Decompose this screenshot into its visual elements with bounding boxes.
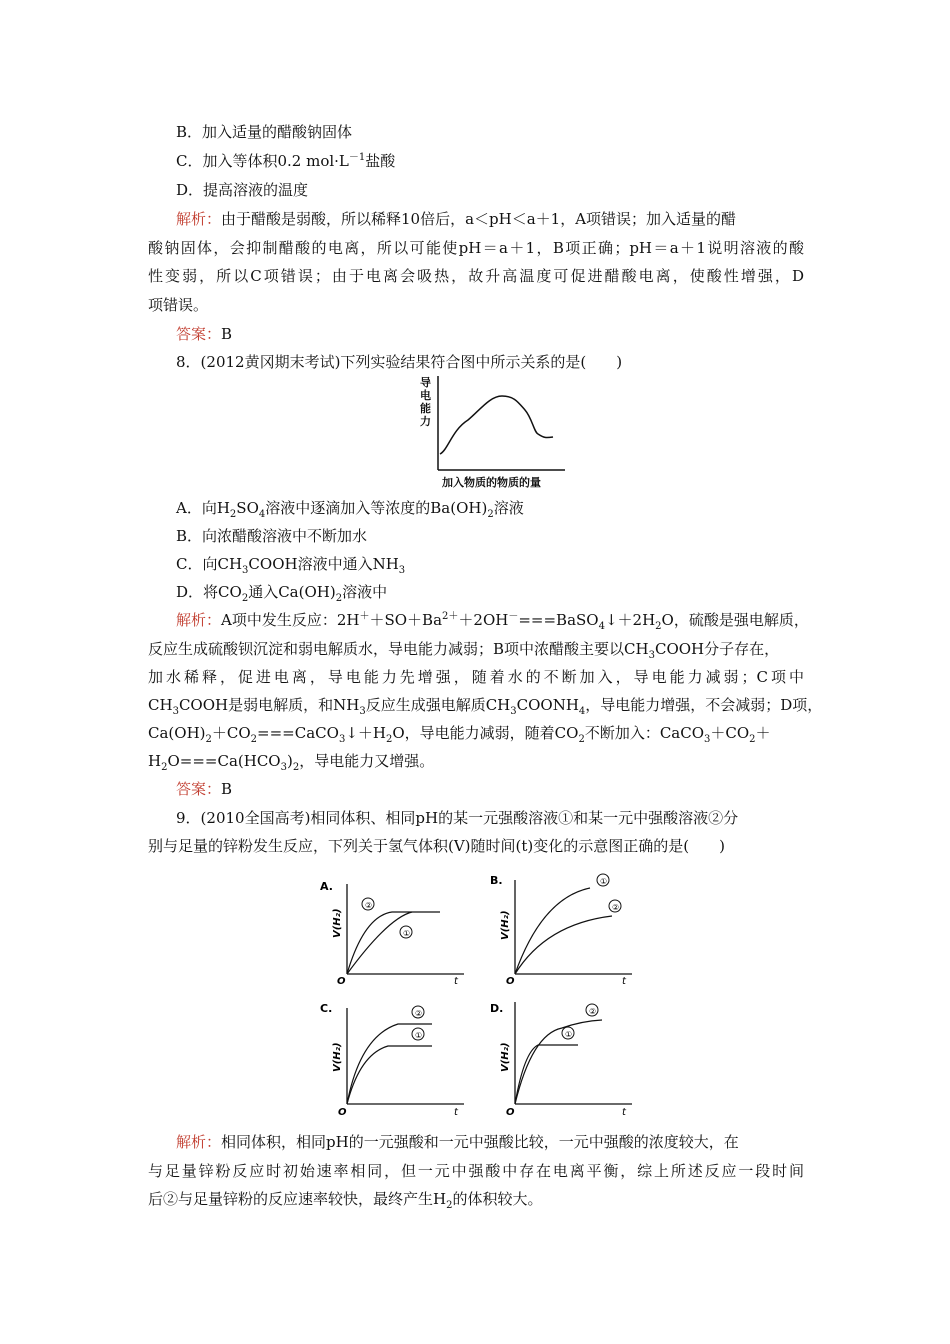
graph-ylabel-3: 能: [420, 402, 431, 415]
q9-analysis-line-1: 解析：相同体积，相同pH的一元强酸和一元中强酸比较，一元中强酸的浓度较大，在: [176, 1133, 739, 1151]
answer-label: 答案：: [176, 325, 222, 343]
q8-analysis-line-3: 加水稀释，促进电离，导电能力先增强，随着水的不断加入，导电能力减弱；C项中: [148, 668, 804, 686]
q7-answer: 答案：B: [176, 325, 233, 343]
panel-c-origin: O: [338, 1107, 347, 1118]
panel-b-xlabel: t: [622, 976, 626, 986]
q8-analysis-line-2: 反应生成硫酸钡沉淀和弱电解质水，导电能力减弱；B项中浓醋酸主要以$CH_3COOH$分子存在，: [148, 640, 780, 661]
conductivity-graph: [410, 372, 575, 492]
graph-curve: [440, 396, 553, 454]
q9-stem-line-2: 别与足量的锌粉发生反应，下列关于氢气体积(V)随时间(t)变化的示意图正确的是( ): [148, 837, 725, 855]
panel-a-label: A.: [320, 880, 333, 893]
q9-analysis-line-3: 后②与足量锌粉的反应速率较快，最终产生$H_2$的体积较大。: [148, 1190, 543, 1211]
panel-d-label: D.: [490, 1002, 504, 1015]
answer-label: 答案：: [176, 780, 222, 798]
q8-answer: 答案：B: [176, 780, 233, 798]
panel-c-marker-2-text: ②: [415, 1009, 423, 1018]
panel-b-ylabel: V(H₂): [500, 910, 511, 940]
panel-b-marker-1-text: ①: [600, 877, 608, 886]
q7-option-d: D．提高溶液的温度: [176, 181, 309, 199]
panel-c: [318, 996, 468, 1118]
q9-stem-line-1: 9．(2010全国高考)相同体积、相同pH的某一元强酸溶液①和某一元中强酸溶液②分: [176, 809, 739, 827]
panel-a-ylabel: V(H₂): [332, 908, 343, 938]
panel-a-xlabel: t: [454, 976, 458, 986]
panel-a-origin: O: [337, 976, 346, 986]
panel-a-marker-2-text: ②: [365, 901, 373, 910]
q7-analysis-line-2: 酸钠固体，会抑制醋酸的电离，所以可能使pH＝a＋1，B项正确；pH＝a＋1说明溶液的酸: [148, 239, 804, 257]
panel-a: [318, 874, 468, 986]
graph-ylabel-1: 导: [420, 376, 431, 389]
q8-option-b: B．向浓醋酸溶液中不断加水: [176, 527, 368, 545]
panel-d-xlabel: t: [622, 1107, 626, 1118]
q8-option-c: C．向$CH_3COOH$溶液中通入$NH_3$: [176, 555, 406, 576]
panel-c-curve-1: [347, 1046, 432, 1104]
panel-a-curve-1: [347, 912, 412, 974]
panel-a-marker-1-text: ①: [403, 929, 411, 938]
analysis-label: 解析：: [176, 1133, 222, 1151]
q8-option-d: D．将$CO_2$通入$Ca(OH)_2$溶液中: [176, 583, 388, 604]
q8-stem: 8．(2012黄冈期末考试)下列实验结果符合图中所示关系的是( ): [176, 353, 623, 371]
panel-b-marker-2-text: ②: [612, 903, 620, 912]
analysis-label: 解析：: [176, 210, 222, 228]
q8-analysis-line-5: $Ca(OH)_2+CO_2===CaCO_3↓+H_2O$，导电能力减弱，随着$CO_2$不断加入：$CaCO_3+CO_2+$: [148, 724, 771, 745]
q7-analysis-line-4: 项错误。: [148, 296, 209, 314]
panel-b-curve-1: [515, 888, 590, 974]
q7-option-b: B．加入适量的醋酸钠固体: [176, 123, 353, 141]
graph-ylabel-4: 力: [420, 415, 431, 428]
panel-d-curve-1: [515, 1045, 578, 1104]
q7-analysis-line-1: 解析：由于醋酸是弱酸，所以稀释10倍后，a＜pH＜a＋1，A项错误；加入适量的醋: [176, 210, 737, 228]
panel-c-marker-1-text: ①: [415, 1031, 423, 1040]
graph-xlabel: 加入物质的物质的量: [442, 476, 541, 489]
panel-d-marker-1-text: ①: [565, 1030, 573, 1039]
panel-b-label: B.: [490, 874, 503, 887]
panel-b-origin: O: [506, 976, 515, 986]
panel-b-curve-2: [515, 916, 612, 974]
panel-d: [486, 990, 636, 1118]
panel-d-ylabel: V(H₂): [500, 1042, 511, 1072]
q9-analysis-line-2: 与足量锌粉反应时初始速率相同，但一元中强酸中存在电离平衡，综上所述反应一段时间: [148, 1162, 804, 1180]
q8-analysis-line-1: 解析：A项中发生反应：$2H^++SO+Ba^{2+}+2OH^-===BaSO_4↓+2H_2O$，硫酸是强电解质，: [176, 611, 809, 632]
q8-analysis-line-4: $CH_3COOH$是弱电解质，和$NH_3$反应生成强电解质$CH_3COONH_4$，导电能力增强，不会减弱；D项，: [148, 696, 823, 717]
q8-analysis-line-6: $H_2O===Ca(HCO_3)_2$，导电能力又增强。: [148, 752, 435, 773]
panel-d-marker-2-text: ②: [589, 1007, 597, 1016]
panel-d-curve-2: [515, 1020, 602, 1104]
panel-d-origin: O: [506, 1107, 515, 1118]
q7-analysis-line-3: 性变弱，所以C项错误；由于电离会吸热，故升高温度可促进醋酸电离，使酸性增强，D: [148, 267, 804, 285]
panel-b: [486, 868, 636, 986]
panel-c-label: C.: [320, 1002, 333, 1015]
panel-c-xlabel: t: [454, 1107, 458, 1118]
panel-c-ylabel: V(H₂): [332, 1042, 343, 1072]
graph-ylabel-2: 电: [420, 389, 431, 402]
q8-option-a: A．向$H_2SO_4$溶液中逐滴加入等浓度的$Ba(OH)_2$溶液: [176, 499, 524, 520]
q7-option-c: C．加入等体积0.2 $mol\cdot L^{-1}$盐酸: [176, 152, 396, 170]
